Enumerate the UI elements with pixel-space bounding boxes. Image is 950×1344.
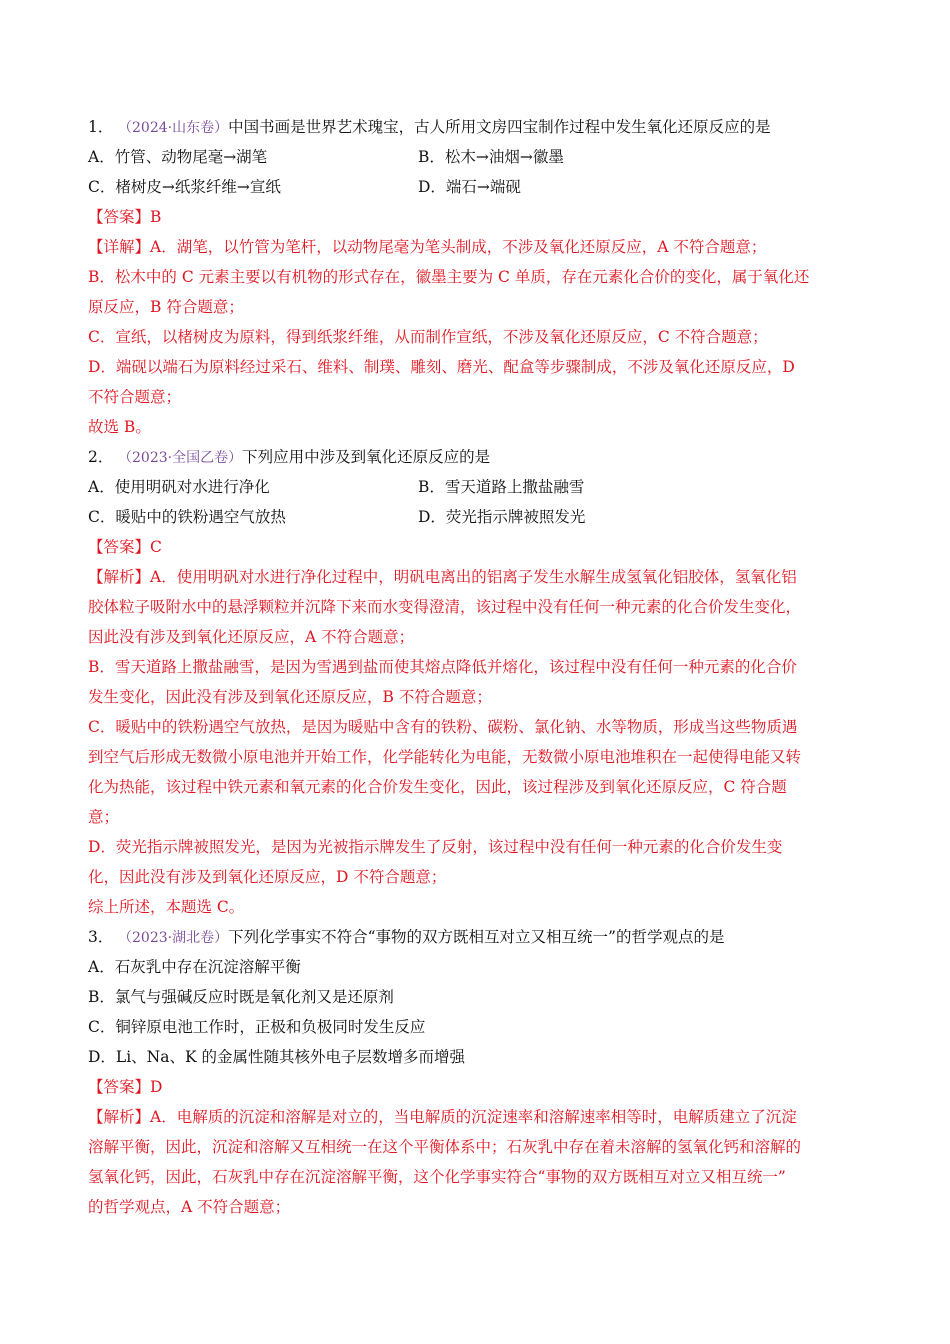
explanation-line: 溶解平衡，因此，沉淀和溶解又互相统一在这个平衡体系中；石灰乳中存在着未溶解的氢氧化钙和溶解的 bbox=[88, 1138, 802, 1156]
option-d: D．端石→端砚 bbox=[418, 178, 521, 196]
explanation-line: 发生变化，因此没有涉及到氧化还原反应，B 不符合题意； bbox=[88, 688, 492, 706]
explanation-line: 化，因此没有涉及到氧化还原反应，D 不符合题意； bbox=[88, 868, 447, 886]
explanation-line: 意； bbox=[88, 808, 120, 826]
explanation-line: 因此没有涉及到氧化还原反应，A 不符合题意； bbox=[88, 628, 415, 646]
option-d: D．荧光指示牌被照发光 bbox=[418, 508, 586, 526]
explanation-line: 不符合题意； bbox=[88, 388, 182, 406]
explanation-line: 胶体粒子吸附水中的悬浮颗粒并沉降下来而水变得澄清，该过程中没有任何一种元素的化合价发生变化， bbox=[88, 598, 802, 616]
question-1-options-row-2 bbox=[88, 172, 860, 202]
question-1-stem bbox=[88, 112, 860, 142]
document-content bbox=[88, 112, 860, 1222]
option-c: C．楮树皮→纸浆纤维→宣纸 bbox=[88, 178, 281, 196]
option-b: B．松木→油烟→徽墨 bbox=[418, 148, 564, 166]
option-b: B．氯气与强碱反应时既是氧化剂又是还原剂 bbox=[88, 988, 394, 1006]
question-2-options-row-2 bbox=[88, 502, 860, 532]
option-d: D．Li、Na、K 的金属性随其核外电子层数增多而增强 bbox=[88, 1048, 465, 1066]
question-number: 1． bbox=[88, 118, 114, 136]
question-3-stem bbox=[88, 922, 860, 952]
question-source: （2024·山东卷） bbox=[118, 120, 229, 136]
option-a: A．竹管、动物尾毫→湖笔 bbox=[88, 148, 268, 166]
option-a: A．使用明矾对水进行净化 bbox=[88, 478, 270, 496]
question-text: 下列化学事实不符合“事物的双方既相互对立又相互统一”的哲学观点的是 bbox=[228, 928, 725, 946]
option-b: B．雪天道路上撒盐融雪 bbox=[418, 478, 585, 496]
question-1-answer: 【答案】B bbox=[88, 208, 162, 226]
explanation-line: D．荧光指示牌被照发光，是因为光被指示牌发生了反射，该过程中没有任何一种元素的化合价发生变 bbox=[88, 838, 783, 856]
explanation-line: D．端砚以端石为原料经过采石、维料、制璞、雕刻、磨光、配盒等步骤制成，不涉及氧化还原反应，D bbox=[88, 358, 795, 376]
explanation-line: 【详解】A．湖笔，以竹管为笔杆，以动物尾毫为笔头制成，不涉及氧化还原反应，A 不符合题意； bbox=[88, 238, 767, 256]
question-number: 3． bbox=[88, 928, 114, 946]
option-a: A．石灰乳中存在沉淀溶解平衡 bbox=[88, 958, 301, 976]
explanation-line: B．雪天道路上撒盐融雪，是因为雪遇到盐而使其熔点降低并熔化，该过程中没有任何一种元素的化合价 bbox=[88, 658, 797, 676]
question-2-answer: 【答案】C bbox=[88, 538, 162, 556]
question-2-stem bbox=[88, 442, 860, 472]
explanation-line: 综上所述，本题选 C。 bbox=[88, 898, 245, 916]
question-2-options-row-1 bbox=[88, 472, 860, 502]
option-c: C．暖贴中的铁粉遇空气放热 bbox=[88, 508, 286, 526]
explanation-line: B．松木中的 C 元素主要以有机物的形式存在，徽墨主要为 C 单质，存在元素化合价的变化，属于氧化还 bbox=[88, 268, 810, 286]
question-text: 下列应用中涉及到氧化还原反应的是 bbox=[242, 448, 491, 466]
explanation-line: 的哲学观点，A 不符合题意； bbox=[88, 1198, 291, 1216]
explanation-line: C．宣纸，以楮树皮为原料，得到纸浆纤维，从而制作宣纸，不涉及氧化还原反应，C 不符合题意； bbox=[88, 328, 768, 346]
explanation-line: 化为热能，该过程中铁元素和氧元素的化合价发生变化，因此，该过程涉及到氧化还原反应，C 符合题 bbox=[88, 778, 787, 796]
question-source: （2023·全国乙卷） bbox=[118, 450, 243, 466]
explanation-line: 【解析】A．电解质的沉淀和溶解是对立的，当电解质的沉淀速率和溶解速率相等时，电解质建立了沉淀 bbox=[88, 1108, 797, 1126]
explanation-line: 到空气后形成无数微小原电池并开始工作，化学能转化为电能，无数微小原电池堆积在一起使得电能又转 bbox=[88, 748, 802, 766]
question-source: （2023·湖北卷） bbox=[118, 930, 229, 946]
explanation-line: 【解析】A．使用明矾对水进行净化过程中，明矾电离出的铝离子发生水解生成氢氧化铝胶体，氢氧化铝 bbox=[88, 568, 797, 586]
explanation-line: 氢氧化钙，因此，石灰乳中存在沉淀溶解平衡，这个化学事实符合“事物的双方既相互对立又相互统一” bbox=[88, 1168, 786, 1186]
question-number: 2． bbox=[88, 448, 114, 466]
option-c: C．铜锌原电池工作时，正极和负极同时发生反应 bbox=[88, 1018, 426, 1036]
question-text: 中国书画是世界艺术瑰宝，古人所用文房四宝制作过程中发生氧化还原反应的是 bbox=[228, 118, 771, 136]
question-3-answer: 【答案】D bbox=[88, 1078, 163, 1096]
explanation-line: 原反应，B 符合题意； bbox=[88, 298, 244, 316]
question-1-options-row-1 bbox=[88, 142, 860, 172]
explanation-line: 故选 B。 bbox=[88, 418, 151, 436]
explanation-line: C．暖贴中的铁粉遇空气放热，是因为暖贴中含有的铁粉、碳粉、氯化钠、水等物质，形成当这些物质遇 bbox=[88, 718, 798, 736]
